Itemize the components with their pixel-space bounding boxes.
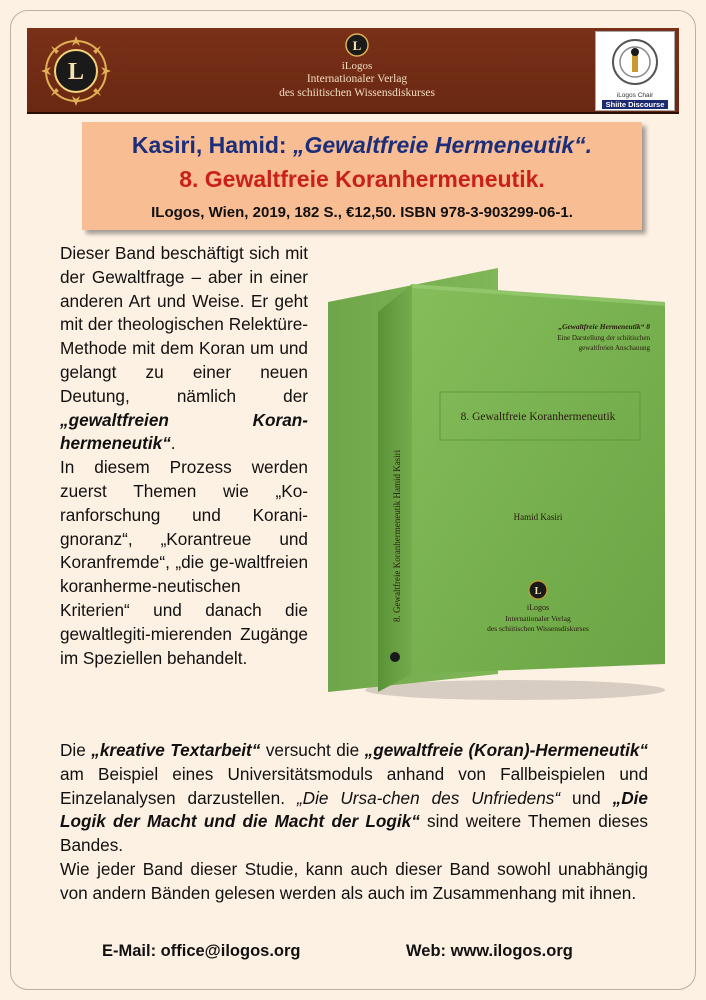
brand-line-2: des schiitischen Wissensdiskurses xyxy=(279,87,435,99)
spine-emblem-icon xyxy=(390,652,400,662)
main-text xyxy=(60,739,648,906)
book-cover-image xyxy=(320,262,665,702)
footer-web[interactable]: Web: www.ilogos.org xyxy=(406,942,573,960)
ilogos-emblem-icon xyxy=(39,34,113,108)
book-series-title: „Gewaltfreie Hermeneutik“ 8 xyxy=(558,322,650,331)
p3-e: am Beispiel eines Universitätsmoduls anhand von Fallbeispielen und Einzelanalysen darzustellen. xyxy=(60,763,648,808)
title-author-work xyxy=(82,130,642,160)
ilogos-chair-logo xyxy=(595,31,675,111)
paragraph-1 xyxy=(60,242,308,456)
p3-italic: „Die Ursa-chen des Unfriedens“ xyxy=(296,787,561,808)
footer-email[interactable]: E-Mail: office@ilogos.org xyxy=(102,942,301,960)
book-publisher-emblem-icon xyxy=(529,581,547,599)
brand-line-1: Internationaler Verlag xyxy=(306,73,408,85)
p1-emphasis: „gewaltfreien Koran-hermeneutik“ xyxy=(60,409,308,454)
ilogos-small-emblem-icon xyxy=(344,32,370,60)
p3-i: sind weitere Themen dieses Bandes. xyxy=(60,811,648,856)
book-publisher-line1: Internationaler Verlag xyxy=(505,614,571,623)
p1-end: . xyxy=(170,433,176,454)
p1-text: Dieser Band beschäftigt sich mit der Gewaltfrage – aber in einer anderen Art und Weise. Er geht mit der theologischen Relektüre-Methode mit dem Koran um und gelangt zu einer neuen Deutung, nämlich der xyxy=(60,243,308,406)
brand-name: iLogos xyxy=(341,60,373,72)
title-details: ILogos, Wien, 2019, 182 S., €12,50. ISBN 978-3-903299-06-1. xyxy=(151,204,573,221)
paragraph-3 xyxy=(60,739,648,858)
book-series-sub1: Eine Darstellung der schiitischen xyxy=(557,334,650,342)
p3-emphasis-1: „kreative Textarbeit“ xyxy=(91,740,261,760)
p3-c: versucht die xyxy=(260,740,365,760)
svg-text:L: L xyxy=(67,59,85,85)
footer xyxy=(60,942,660,966)
book-cover-title: 8. Gewaltfreie Koranhermeneutik xyxy=(460,411,616,423)
chair-label: iLogos Chair xyxy=(616,92,654,99)
paragraph-2: In diesem Prozess werden zuerst Themen wie „Ko-ranforschung und Korani-gnoranz“, „Korantreue und Koranfremde“, „die ge-waltfreien koranherme-neutischen Kriterien“ und danach die gewaltlegiti-mierenden Zugänge im Speziellen behandelt. xyxy=(60,457,308,668)
header-banner xyxy=(27,28,679,114)
intro-column xyxy=(60,242,308,670)
p3-g: und xyxy=(560,787,613,808)
publisher-brand xyxy=(227,32,487,100)
p3-emphasis-2: „gewaltfreie (Koran)-Hermeneutik“ xyxy=(364,740,648,760)
title-work: „Gewaltfreie Hermeneutik“. xyxy=(292,132,593,158)
title-box xyxy=(82,122,642,230)
title-volume: 8. Gewaltfreie Koranhermeneutik. xyxy=(179,166,545,192)
title-author: Kasiri, Hamid: xyxy=(131,132,293,158)
svg-text:L: L xyxy=(534,586,542,597)
chair-subtitle: Shiite Discourse xyxy=(602,100,668,109)
book-cover-author: Hamid Kasiri xyxy=(513,512,563,522)
svg-text:L: L xyxy=(352,38,362,53)
p3-a: Die xyxy=(60,740,92,760)
paragraph-4: Wie jeder Band dieser Studie, kann auch dieser Band sowohl unabhängig von andern Bänden gelesen werden als auch im Zusammenhang mit ihnen. xyxy=(60,858,648,903)
book-publisher-line2: des schiitischen Wissensdiskurses xyxy=(487,624,589,633)
book-spine-text: 8. Gewaltfreie Koranhermeneutik Hamid Kasiri xyxy=(392,449,402,622)
book-series-sub2: gewaltfreien Anschauung xyxy=(578,344,650,352)
chair-emblem-icon xyxy=(596,32,674,92)
book-publisher-name: iLogos xyxy=(526,603,550,612)
p3-emphasis-3: „Die Logik der Macht und die Macht der Logik“ xyxy=(60,787,648,832)
